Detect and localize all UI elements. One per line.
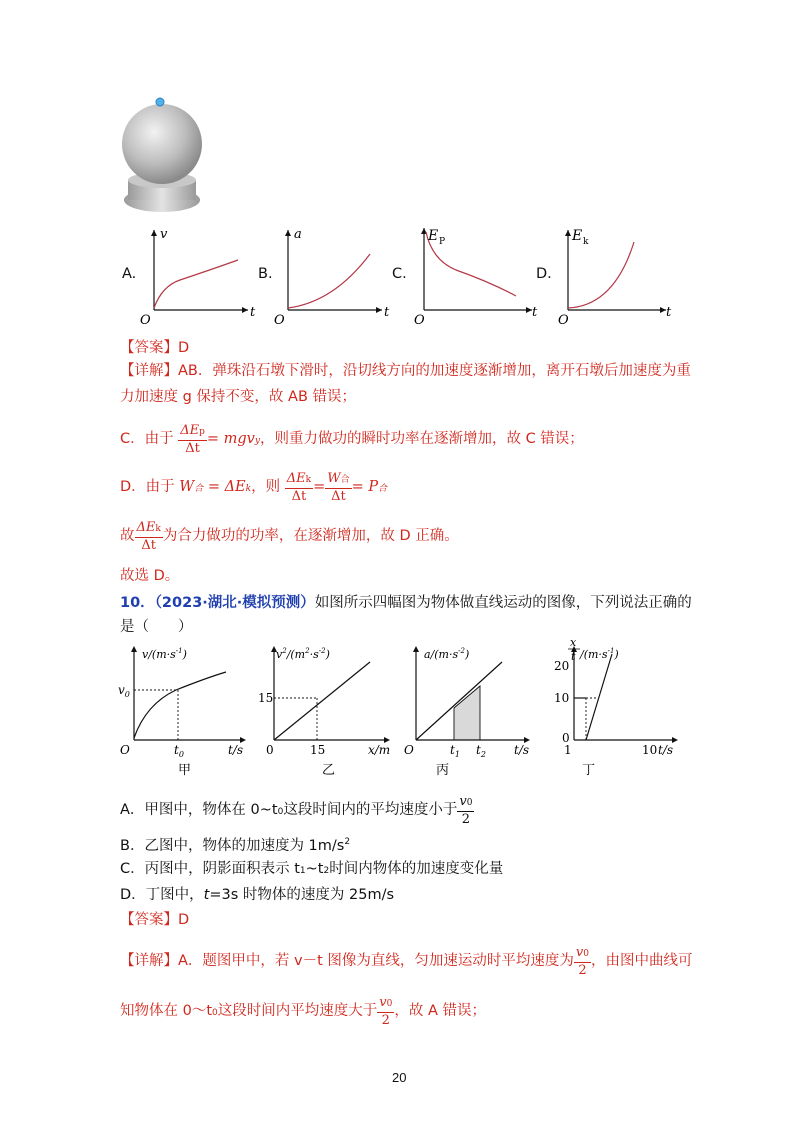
yi-ylabel: v (276, 648, 283, 661)
bing-caption: 丙 (436, 763, 450, 778)
bing-t1: t (450, 743, 455, 757)
c-frac-den: Δt (185, 440, 200, 456)
jia-t0-sub: 0 (178, 750, 184, 759)
question-10-number: 10． (120, 595, 155, 611)
answer-2-bracket: 【答案】 (120, 912, 178, 928)
jia-v0: v (118, 683, 125, 697)
stone-ball-illustration (118, 96, 206, 216)
detail-1-choose: 故选 D。 (120, 568, 180, 584)
answer-1 (120, 338, 189, 358)
ding-ylabel-end2: ) (614, 648, 619, 661)
graph-jia-v-t (116, 642, 256, 776)
graph-a-y-label: v (160, 227, 168, 242)
bing-ylabel-sup: -2 (458, 647, 465, 655)
d-frac2-den: Δt (331, 488, 346, 504)
ding-ylabel-sup: -1 (607, 647, 615, 655)
detail-2-bracket: 【详解】 (120, 953, 178, 969)
q10-option-d-prefix: D．丁图中， (120, 887, 204, 903)
option-d-label: D. (536, 266, 552, 282)
detail-1-c-fraction (178, 423, 207, 456)
ding-y20: 20 (554, 659, 570, 673)
detail-2-l1-b: ，由图中曲线可 (591, 953, 693, 969)
question-10-stem-line-2: 是（ ） (120, 619, 193, 635)
detail-1-conclusion (120, 519, 459, 553)
bing-t1-sub: 1 (454, 750, 460, 759)
svg-text:v0 (118, 683, 130, 699)
jia-xlabel: t/s (228, 743, 244, 757)
ding-caption: 丁 (582, 763, 596, 778)
bing-t2-sub: 2 (480, 750, 486, 759)
d-frac2-num: W (327, 470, 341, 486)
detail-2-l2-fraction (377, 995, 394, 1028)
q10-option-d-suffix: =3s 时物体的速度为 25m/s (209, 887, 395, 903)
graph-d-y-sub: k (583, 237, 589, 247)
graph-c-y-sub: P (439, 237, 446, 247)
graph-ding-xt-t (536, 634, 686, 776)
question-10-source: （2023·湖北·模拟预测） (154, 595, 315, 611)
graph-d-y-label: E (572, 228, 583, 244)
detail-1-c-suffix: ，则重力做功的瞬时功率在逐渐增加，故 C 错误； (259, 431, 584, 447)
bing-ylabel: a/(m·s (424, 648, 459, 661)
concl-frac-num-sub: k (155, 523, 161, 534)
concl-frac-num: ΔE (136, 519, 156, 535)
d-frac1-num-sub: k (305, 474, 312, 485)
graph-a-origin: O (140, 313, 151, 328)
svg-text:t0 (174, 743, 184, 759)
option-a-label: A. (122, 266, 137, 282)
graph-d-x-label: t (666, 305, 672, 320)
d2-l2-frac-num: v (379, 994, 387, 1010)
graph-c-x-label: t (532, 305, 538, 320)
svg-text:/(m·s-1) (579, 647, 619, 661)
detail-1-d-fraction-1 (285, 471, 313, 504)
d-frac1-num: ΔE (286, 470, 306, 486)
c-eq: = mgv (206, 431, 255, 447)
d-frac1-den: Δt (291, 488, 307, 504)
question-10-stem-line-1 (120, 593, 692, 613)
q10-option-d (120, 885, 394, 905)
a-frac-den: 2 (461, 811, 471, 827)
yi-ylabel-sup: 2 (282, 647, 287, 655)
yi-xtick: 15 (310, 743, 326, 757)
yi-ylabel-mid: /(m (286, 648, 306, 661)
d2-l2-frac-num-sub: 0 (386, 998, 393, 1009)
detail-2-line-2 (120, 994, 486, 1030)
q10-option-c-mid: ~t (305, 861, 324, 877)
detail-2-l2-sub: 0 (212, 1008, 218, 1018)
q10-option-c (120, 859, 503, 881)
bing-t2: t (476, 743, 481, 757)
q10-option-c-suffix: 时间内物体的加速度变化量 (329, 861, 504, 877)
answer-1-bracket: 【答案】 (120, 340, 178, 356)
q10-option-c-prefix: C．丙图中，阴影面积表示 t (120, 861, 300, 877)
q10-option-b (120, 832, 350, 856)
detail-1-c-prefix: C．由于 (120, 431, 174, 447)
yi-origin: 0 (266, 743, 274, 757)
detail-2-l1-fraction (574, 945, 591, 978)
q10-option-b-text: B．乙图中，物体的加速度为 1m/s (120, 837, 345, 854)
ding-ylabel-num: x (570, 636, 577, 649)
graph-bing-a-t (402, 642, 542, 776)
jia-origin: O (120, 743, 130, 757)
ding-y10: 10 (554, 691, 570, 705)
d2-l1-frac-num: v (575, 944, 584, 960)
question-10-stem-1: 如图所示四幅图为物体做直线运动的图像，下列说法正确的 (314, 595, 692, 611)
graph-d-ek-t (554, 222, 678, 328)
concl-frac-den: Δt (141, 537, 156, 553)
detail-1-line-1 (120, 361, 691, 381)
yi-caption: 乙 (322, 763, 336, 778)
detail-2-l1-a: A．题图甲中，若 v－t 图像为直线，匀加速运动时平均速度为 (178, 953, 574, 969)
graph-b-x-label: t (384, 305, 390, 320)
d-eq1-rhs: = ΔE (207, 479, 246, 495)
q10-option-a-sub: 0 (277, 807, 284, 817)
d2-l2-frac-den: 2 (381, 1012, 390, 1028)
detail-2-line-1 (120, 944, 693, 978)
c-eq-sub: y (254, 436, 260, 446)
answer-2-value: D (178, 912, 190, 928)
bing-ylabel-end: ) (464, 648, 470, 661)
answer-2 (120, 910, 189, 930)
q10-option-a-fraction (457, 794, 474, 827)
d-eq1-sub: 合 (194, 484, 204, 494)
q10-option-c-sub1: 1 (299, 866, 306, 876)
detail-2-l2-a: 知物体在 0～t (120, 1003, 213, 1019)
d2-l1-frac-den: 2 (578, 962, 587, 978)
graph-yi-v2-x (258, 642, 402, 778)
yi-ylabel-sup3: -2 (318, 647, 326, 655)
detail-1-d-line: D．由于 W合 = ΔEk，则 $\frac{\text{ΔEk}}{\Delta t}$ = $\frac{\text{W合}}{\Delta t}$ = P合 (120, 470, 388, 504)
detail-1-concl-fraction (135, 520, 163, 553)
option-b-label: B. (258, 266, 273, 282)
detail-2-l2-c: ，故 A 错误； (394, 1003, 486, 1019)
detail-2-l2-b: 这段时间内平均速度大于 (217, 1003, 378, 1019)
d-eq1-rhs-sub: k (245, 484, 252, 494)
d-tail: = P (351, 479, 379, 495)
yi-xlabel: x/m (368, 743, 391, 757)
graph-a-v-t (140, 224, 260, 328)
ding-x1: 1 (564, 743, 572, 757)
q10-option-a-prefix: A．甲图中，物体在 0~t (120, 802, 278, 818)
ding-ylabel-end: /(m·s (580, 648, 608, 661)
d-frac2-num-sub: 合 (340, 474, 350, 485)
bing-xlabel: t/s (514, 743, 530, 757)
jia-t0: t (174, 743, 179, 757)
graph-b-a-t (274, 224, 394, 328)
ding-ylabel-den: t (571, 650, 576, 663)
graph-c-ep-t (410, 220, 546, 328)
svg-text:a/(m·s-2) (424, 647, 469, 661)
graph-b-origin: O (274, 313, 285, 328)
svg-text:t1 (450, 743, 460, 759)
d2-l1-frac-num-sub: 0 (583, 948, 589, 959)
detail-1-line-1-text: AB．弹珠沿石墩下滑时，沿切线方向的加速度逐渐增加，离开石墩后加速度为重 (178, 363, 691, 379)
jia-caption: 甲 (178, 763, 192, 778)
graph-c-y-label: E (428, 228, 439, 244)
graph-c-origin: O (414, 313, 425, 328)
yi-ylabel-sup2: 2 (305, 647, 310, 655)
q10-option-d-t: t (203, 887, 210, 903)
c-frac-num: ΔE (180, 422, 200, 438)
answer-1-value: D (178, 340, 190, 356)
stone-ball-figure (118, 96, 206, 216)
graph-a-x-label: t (250, 305, 256, 320)
marble-ball (156, 98, 164, 106)
yi-ytick: 15 (258, 691, 274, 705)
detail-1-d-fraction-2 (325, 471, 351, 504)
jia-ylabel-end: ) (182, 648, 187, 661)
detail-1-c-line (120, 422, 584, 458)
jia-ylabel-sup: -1 (175, 647, 183, 655)
d-eq1: W (179, 479, 195, 495)
q10-option-a (120, 793, 474, 829)
jia-ylabel: v/(m·s (142, 648, 176, 661)
detail-1-d-prefix: D．由于 (120, 479, 175, 495)
c-frac-num-sub: p (199, 426, 205, 437)
detail-1-d-mid: ，则 (251, 479, 281, 495)
graph-d-origin: O (558, 313, 569, 328)
a-frac-num: v (459, 793, 467, 809)
yi-ylabel-mid2: ·s (309, 648, 319, 661)
option-c-label: C. (392, 266, 407, 282)
ding-x10: 10 (642, 743, 658, 757)
ding-origin: 0 (562, 731, 570, 745)
detail-1-concl-prefix: 故 (120, 528, 135, 544)
page-number: 20 (392, 1070, 407, 1085)
q10-option-b-sup: 2 (344, 837, 351, 847)
jia-v0-sub: 0 (124, 690, 130, 699)
q10-option-a-mid: 这段时间内的平均速度小于 (283, 802, 458, 818)
ding-xlabel: t/s (658, 743, 674, 757)
detail-1-line-2: 力加速度 g 保持不变，故 AB 错误； (120, 389, 357, 405)
a-frac-num-sub: 0 (466, 797, 473, 808)
d-tail-sub: 合 (378, 484, 388, 494)
svg-text:t2 (476, 743, 486, 759)
q10-option-c-sub2: 2 (323, 866, 330, 876)
svg-text:v2/(m2·s-2) (276, 647, 330, 661)
graph-b-y-label: a (294, 227, 302, 242)
detail-1-bracket: 【详解】 (120, 363, 178, 379)
bing-origin: O (404, 743, 414, 757)
yi-ylabel-end: ) (325, 648, 330, 661)
detail-1-concl-suffix: 为合力做功的功率，在逐渐增加，故 D 正确。 (162, 528, 459, 544)
svg-text:v/(m·s-1) (142, 647, 187, 661)
